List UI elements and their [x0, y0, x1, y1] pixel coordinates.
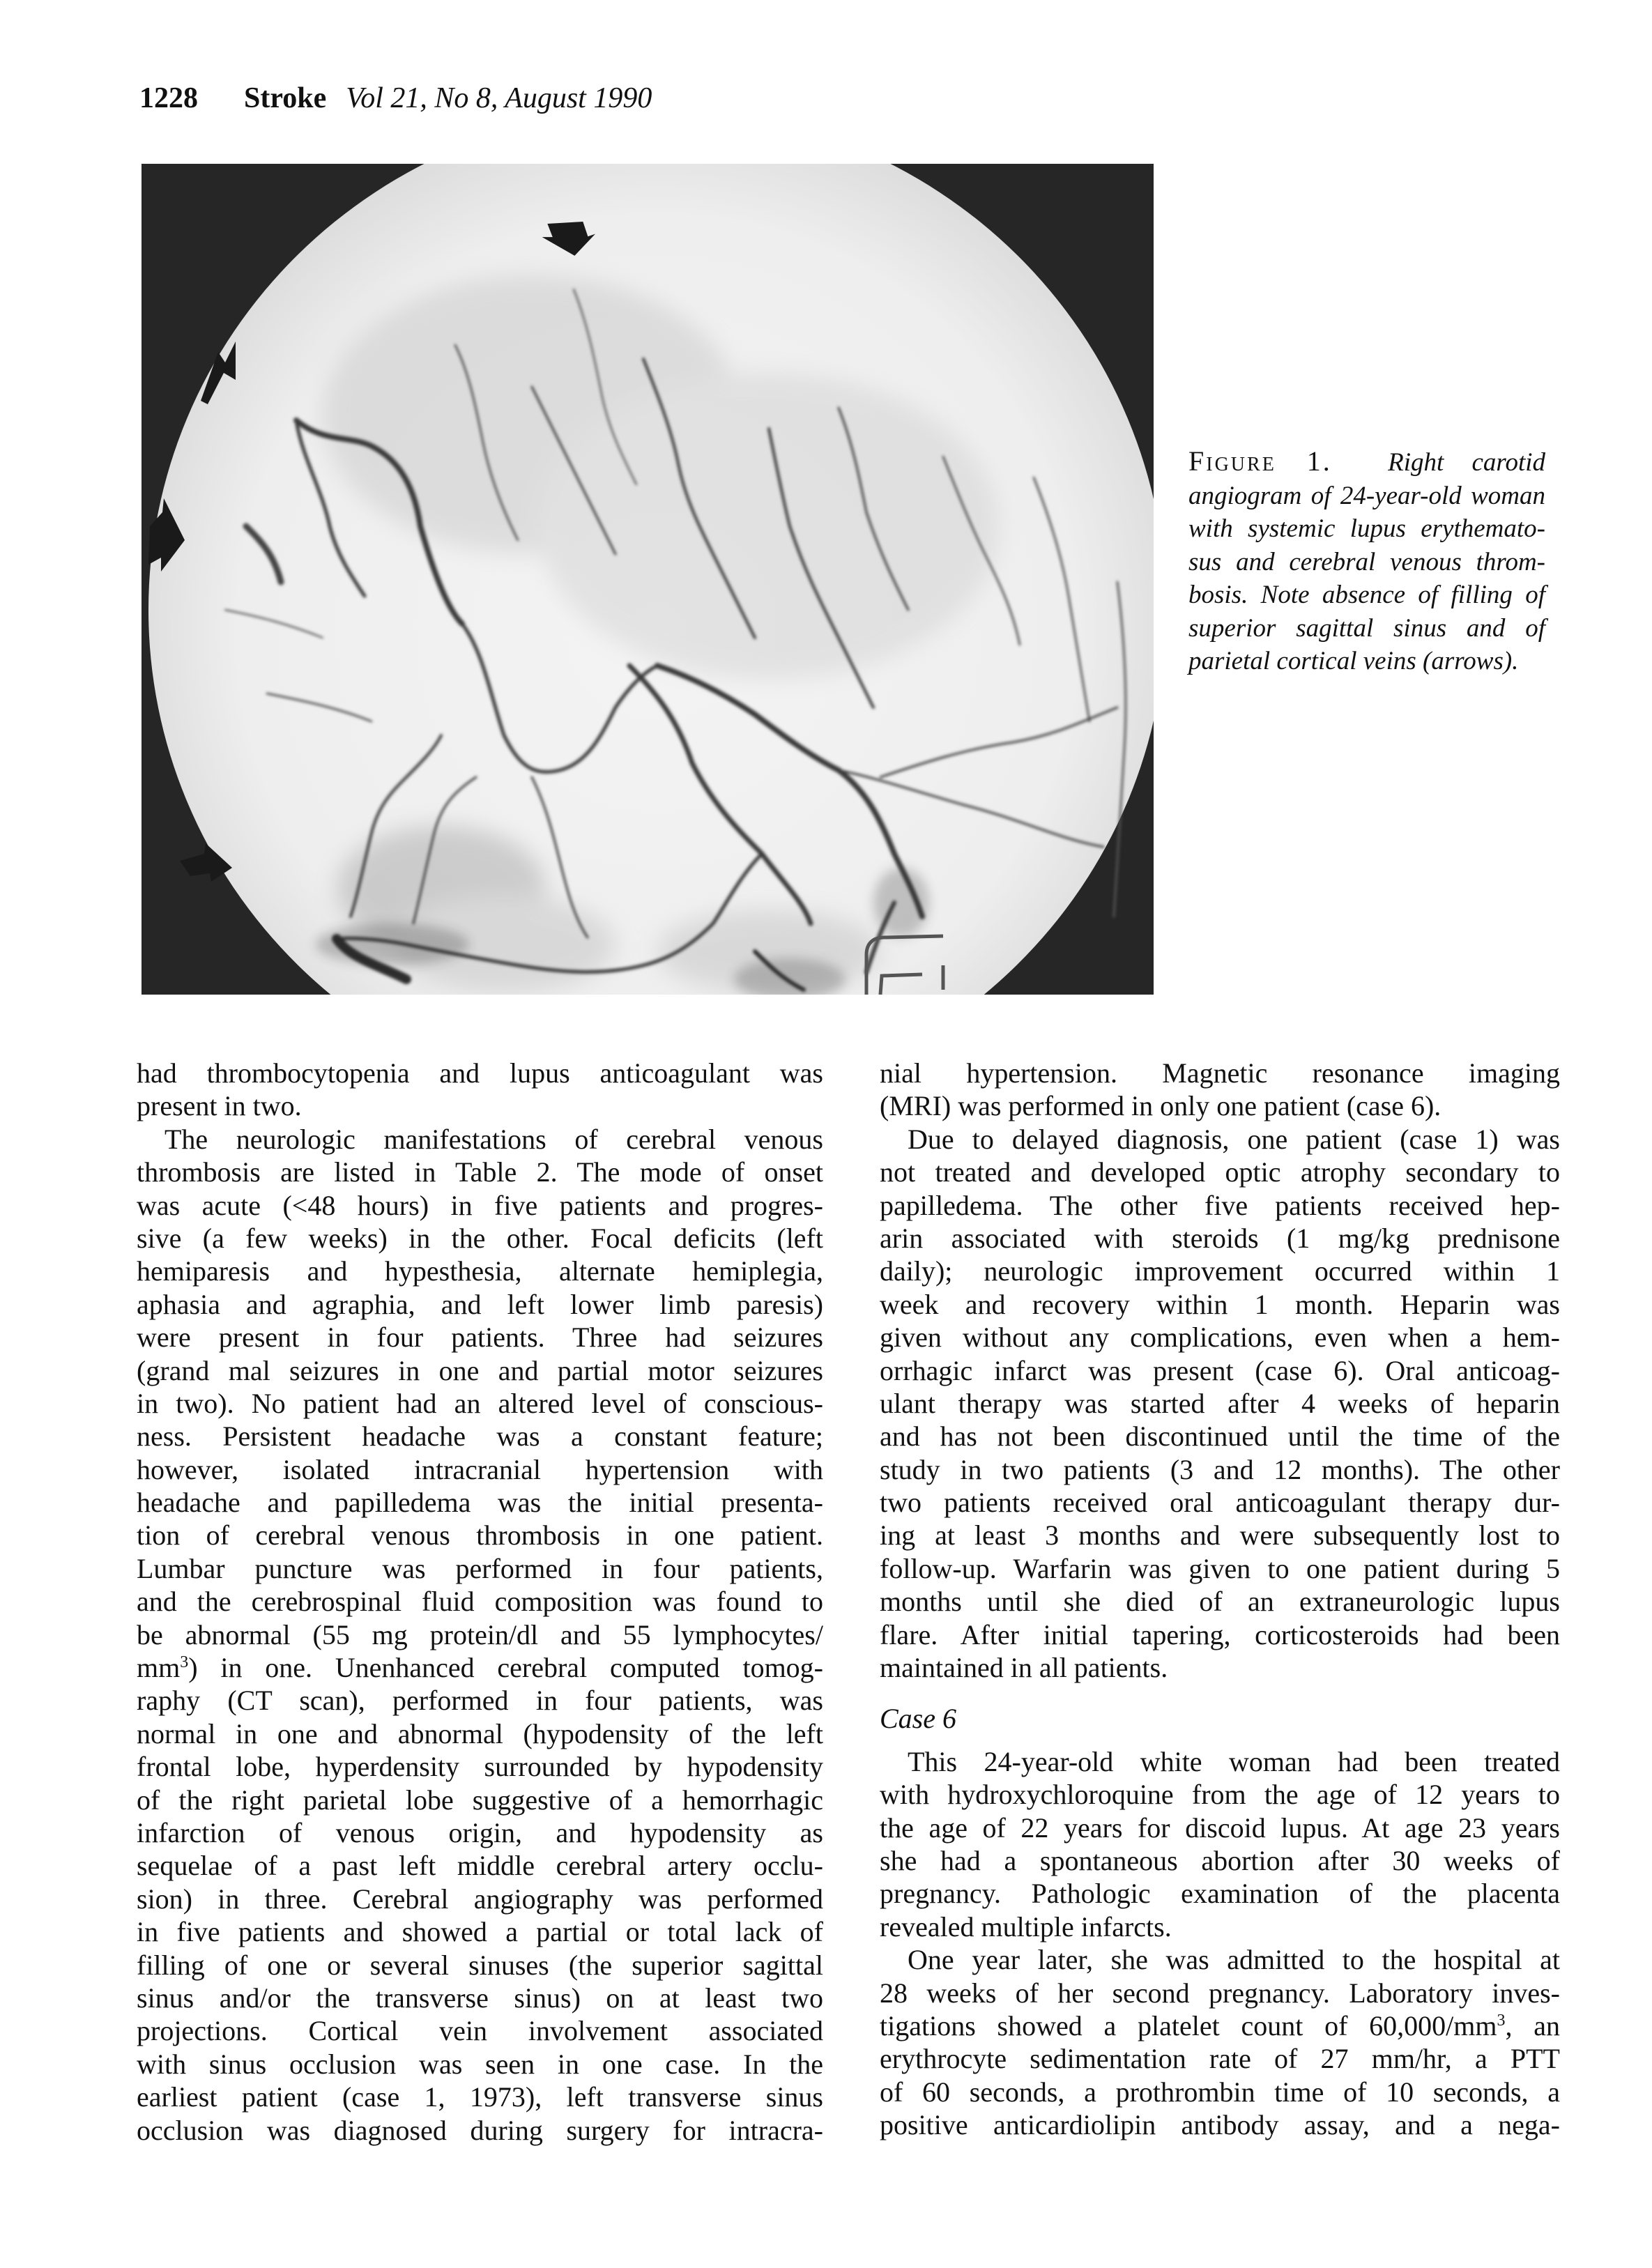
- caption-line: Figure 1. Right carotid: [1188, 445, 1546, 477]
- text-line: were present in four patients. Three had seizures: [137, 1321, 823, 1354]
- caption-line: sus and cerebral venous throm-: [1188, 547, 1545, 576]
- text-line: aphasia and agraphia, and left lower limb paresis): [137, 1288, 823, 1320]
- text-line: nial hypertension. Magnetic resonance imaging: [880, 1057, 1560, 1089]
- section-subheading-case-6: Case 6: [880, 1703, 956, 1735]
- right-paragraphs-case-6: [880, 1745, 1560, 2142]
- text-line: and has not been discontinued until the time of the: [880, 1420, 1560, 1453]
- figure-1-angiogram: [142, 164, 1154, 995]
- text-line: she had a spontaneous abortion after 30 weeks of: [880, 1844, 1560, 1876]
- text-line: tion of cerebral venous thrombosis in one patient.: [137, 1519, 823, 1551]
- text-line: ness. Persistent headache was a constant feature;: [137, 1420, 823, 1453]
- text-line: papilledema. The other five patients received hep-: [880, 1189, 1560, 1221]
- text-line: infarction of venous origin, and hypodensity as: [137, 1816, 823, 1848]
- text-line: months until she died of an extraneurologic lupus: [880, 1586, 1560, 1618]
- text-line: hemiparesis and hypesthesia, alternate hemiplegia,: [137, 1255, 823, 1287]
- text-line: given without any complications, even when a hem-: [880, 1321, 1560, 1354]
- text-line: however, isolated intracranial hypertension with: [137, 1453, 823, 1485]
- text-line: earliest patient (case 1, 1973), left transverse sinus: [137, 2081, 823, 2113]
- text-line: occlusion was diagnosed during surgery for intracra-: [137, 2114, 823, 2146]
- journal-issue: Vol 21, No 8, August 1990: [346, 82, 652, 114]
- text-line: maintained in all patients.: [880, 1652, 1168, 1684]
- text-line: headache and papilledema was the initial presenta-: [137, 1487, 823, 1519]
- text-line: of 60 seconds, a prothrombin time of 10 seconds, a: [880, 2076, 1560, 2108]
- text-line: raphy (CT scan), performed in four patients, was: [137, 1685, 823, 1717]
- text-line: $mm^3$) in one. Unenhanced cerebral computed tomog-: [137, 1652, 823, 1684]
- text-line: sive (a few weeks) in the other. Focal deficits (left: [137, 1222, 823, 1254]
- superscript: 3: [1497, 2011, 1506, 2030]
- text-line: pregnancy. Pathologic examination of the placenta: [880, 1878, 1560, 1910]
- text-line: week and recovery within 1 month. Heparin was: [880, 1288, 1560, 1320]
- text-line: frontal lobe, hyperdensity surrounded by hypodensity: [137, 1751, 823, 1783]
- text-line: the age of 22 years for discoid lupus. At age 23 years: [880, 1811, 1560, 1844]
- text-line: ing at least 3 months and were subsequently lost to: [880, 1519, 1560, 1551]
- text-line: 28 weeks of her second pregnancy. Laboratory inves-: [880, 1977, 1560, 2009]
- superscript: 3: [180, 1653, 189, 1672]
- text-line: ulant therapy was started after 4 weeks of heparin: [880, 1387, 1560, 1419]
- text-line: orrhagic infarct was present (case 6). Oral anticoag-: [880, 1354, 1560, 1386]
- caption-line: angiogram of 24-year-old woman: [1188, 481, 1545, 510]
- text-line: was acute (<48 hours) in five patients and progres-: [137, 1189, 823, 1221]
- text-line: sion) in three. Cerebral angiography was performed: [137, 1883, 823, 1915]
- text-line: study in two patients (3 and 12 months). The other: [880, 1453, 1560, 1485]
- text-line: in two). No patient had an altered level of conscious-: [137, 1387, 823, 1419]
- text-line: arin associated with steroids (1 mg/kg prednisone: [880, 1222, 1560, 1254]
- right-paragraphs-treatment: [880, 1057, 1560, 1684]
- text-line: (grand mal seizures in one and partial motor seizures: [137, 1354, 823, 1386]
- text-line: be abnormal (55 mg protein/dl and 55 lymphocytes/: [137, 1618, 823, 1650]
- text-line: in five patients and showed a partial or total lack of: [137, 1916, 823, 1948]
- text-line: revealed multiple infarcts.: [880, 1910, 1172, 1943]
- text-line: with sinus occlusion was seen in one case. In the: [137, 2048, 823, 2080]
- figure-label: Figure 1.: [1188, 445, 1332, 477]
- page-number: 1228: [139, 82, 198, 114]
- text-line: thrombosis are listed in Table 2. The mode of onset: [137, 1156, 823, 1188]
- running-head: [139, 81, 652, 116]
- text-line: had thrombocytopenia and lupus anticoagulant was: [137, 1057, 823, 1089]
- text-line: of the right parietal lobe suggestive of a hemorrhagic: [137, 1784, 823, 1816]
- text-line: and the cerebrospinal fluid composition was found to: [137, 1586, 823, 1618]
- text-line: sequelae of a past left middle cerebral artery occlu-: [137, 1850, 823, 1882]
- journal-title: Stroke: [244, 82, 327, 114]
- caption-line: superior sagittal sinus and of: [1188, 613, 1545, 643]
- text-line: (MRI) was performed in only one patient (case 6).: [880, 1090, 1441, 1122]
- caption-line: bosis. Note absence of filling of: [1188, 581, 1545, 609]
- figure-caption: [1188, 445, 1545, 678]
- text-line: projections. Cortical vein involvement associated: [137, 2015, 823, 2047]
- text-line: flare. After initial tapering, corticosteroids had been: [880, 1618, 1560, 1650]
- caption-line: parietal cortical veins (arrows).: [1188, 647, 1519, 675]
- text-line: not treated and developed optic atrophy secondary to: [880, 1156, 1560, 1188]
- text-line: positive anticardiolipin antibody assay, and a nega-: [880, 2109, 1560, 2141]
- text-line: daily); neurologic improvement occurred within 1: [880, 1255, 1560, 1287]
- text-line: filling of one or several sinuses (the superior sagittal: [137, 1949, 823, 1981]
- body-column-right: [880, 1057, 1560, 2142]
- text-line: follow-up. Warfarin was given to one patient during 5: [880, 1552, 1560, 1584]
- text-line: The neurologic manifestations of cerebral venous: [165, 1123, 823, 1155]
- text-line: normal in one and abnormal (hypodensity of the left: [137, 1717, 823, 1749]
- text-line: two patients received oral anticoagulant therapy dur-: [880, 1487, 1560, 1519]
- caption-line: with systemic lupus erythemato-: [1188, 514, 1545, 543]
- text-line: This 24-year-old white woman had been treated: [908, 1745, 1560, 1777]
- text-line: with hydroxychloroquine from the age of 12 years to: [880, 1779, 1560, 1811]
- text-line: tigations showed a platelet count of $60,000/mm^3$, an: [880, 2009, 1560, 2041]
- text-line: erythrocyte sedimentation rate of 27 mm/hr, a PTT: [880, 2043, 1560, 2075]
- text-line: One year later, she was admitted to the hospital at: [908, 1944, 1560, 1976]
- angiogram-image: [142, 164, 1154, 995]
- text-line: sinus and/or the transverse sinus) on at least two: [137, 1982, 823, 2014]
- text-line: Due to delayed diagnosis, one patient (case 1) was: [908, 1123, 1560, 1155]
- text-line: present in two.: [137, 1090, 302, 1122]
- text-line: Lumbar puncture was performed in four patients,: [137, 1552, 823, 1584]
- body-column-left: [137, 1057, 823, 2147]
